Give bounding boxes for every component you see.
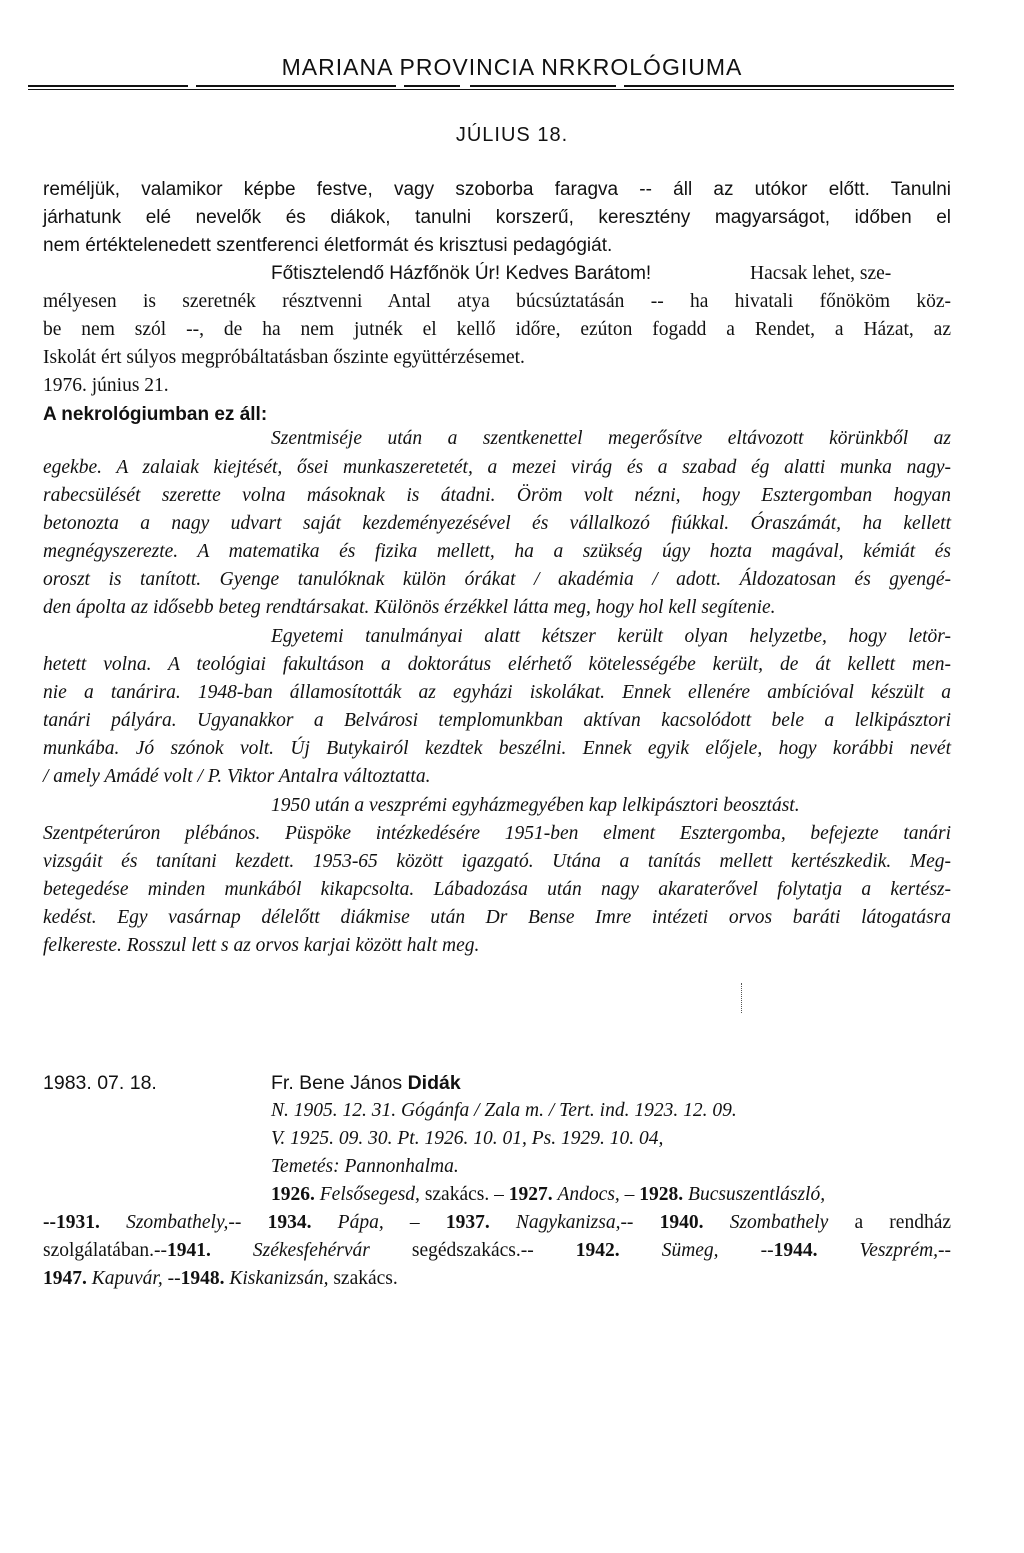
entry-vows: V. 1925. 09. 30. Pt. 1926. 10. 01, Ps. 1929. 10. 04, xyxy=(271,1128,664,1149)
entry-career-line xyxy=(271,1184,825,1206)
nekrolog-line: tanári pályára. Ugyanakkor a Belvárosi templomunkban aktívan kacsolódott bele a lelkipásztori xyxy=(43,710,951,731)
nekrolog-line: kedést. Egy vasárnap délelőtt diákmise után Dr Bense Imre intézeti orvos baráti látogatásra xyxy=(43,907,951,928)
entry-career-line xyxy=(43,1268,398,1290)
career-place: Andocs, – xyxy=(557,1184,635,1205)
career-year: 1948. xyxy=(180,1268,225,1289)
nekrolog-line: megnégyszerezte. A matematika és fizika mellett, ha a szükség úgy hozta magával, kémiát és xyxy=(43,541,951,562)
career-year: 1928. xyxy=(639,1184,684,1205)
nekrolog-heading: A nekrológiumban ez áll: xyxy=(43,404,268,425)
nekrolog-line: rabecsülését szerette volna másoknak is átadni. Öröm volt nézni, hogy Esztergomban hogyan xyxy=(43,485,951,506)
entry-name-text: Fr. Bene János xyxy=(271,1072,403,1094)
career-role: szakács. xyxy=(333,1268,398,1289)
nekrolog-line: oroszt is tanított. Gyenge tanulóknak külön órákat / akadémia / adott. Áldozatosan és gyengé- xyxy=(43,569,951,590)
header-rule xyxy=(28,85,188,87)
nekrolog-line: egekbe. A zalaiak kiejtését, ősei munkaszeretetét, a mezei virág és a szabad ég alatti munka nagy- xyxy=(43,457,951,478)
career-year: 1942. xyxy=(575,1240,620,1261)
career-role: a rendház xyxy=(854,1212,952,1233)
nekrolog-line: 1950 után a veszprémi egyházmegyében kap lelkipásztori beosztást. xyxy=(271,795,800,816)
career-year: 1947. xyxy=(43,1268,87,1289)
career-place: Felsősegesd, xyxy=(319,1184,420,1205)
career-place: Szombathely,-- xyxy=(126,1212,242,1233)
header-rule xyxy=(470,85,616,87)
career-place: Veszprém,-- xyxy=(859,1240,952,1261)
career-place: Bucsuszentlászló, xyxy=(688,1184,826,1205)
letter-line: Hacsak lehet, sze- xyxy=(750,263,892,284)
page-header-title: MARIANA PROVINCIA NRKROLÓGIUMA xyxy=(281,54,743,80)
letter-line: reméljük, valamikor képbe festve, vagy szoborba faragva -- áll az utókor előtt. Tanulni xyxy=(43,179,951,200)
entry-career-line xyxy=(43,1240,951,1262)
header-rule xyxy=(404,85,460,87)
nekrolog-line: munkába. Jó szónok volt. Új Butykairól kezdtek beszélni. Ennek egyik előjele, hogy korábbi nevét xyxy=(43,738,951,759)
entry-name-religious: Didák xyxy=(407,1072,461,1094)
entry-name xyxy=(271,1072,461,1095)
career-place: Kapuvár, -- xyxy=(91,1268,181,1289)
nekrolog-line: Szentmiséje után a szentkenettel megerősítve eltávozott körünkből az xyxy=(271,428,951,449)
nekrolog-line: hetett volna. A teológiai fakultáson a doktorátus elérhető kötelességébe került, de át kellett men- xyxy=(43,654,951,675)
career-place: Székesfehérvár xyxy=(252,1240,370,1261)
nekrolog-line: / amely Amádé volt / P. Viktor Antalra változtatta. xyxy=(43,766,431,787)
career-role: szakács. – xyxy=(424,1184,504,1205)
nekrolog-line: vizsgáit és tanítani kezdett. 1953-65 között igazgató. Utána a tanítás mellett kertészkedik. Meg- xyxy=(43,851,951,872)
career-place: Szombathely xyxy=(729,1212,829,1233)
nekrolog-line: den ápolta az idősebb beteg rendtársakat. Különös érzékkel látta meg, hogy hol kell segítenie. xyxy=(43,597,776,618)
nekrolog-line: betegedése minden munkából kikapcsolta. Lábadozása után nagy akaraterővel folytatja a kertész- xyxy=(43,879,951,900)
career-place: Sümeg, -- xyxy=(661,1240,774,1261)
nekrolog-line: Szentpéterúron plébános. Püspöke intézkedésére 1951-ben elment Esztergomba, befejezte tanári xyxy=(43,823,951,844)
letter-date: 1976. június 21. xyxy=(43,375,169,396)
header-rule xyxy=(624,85,954,87)
page-date: JÚLIUS 18. xyxy=(455,124,569,146)
career-year: 1940. xyxy=(659,1212,704,1233)
entry-career-line xyxy=(43,1212,951,1234)
nekrolog-line: betonozta a nagy udvart saját kezdeményezésével és vállalkozó fiúkkal. Óraszámát, ha kellett xyxy=(43,513,951,534)
letter-greeting: Főtisztelendő Házfőnök Úr! Kedves Barátom! xyxy=(271,263,652,284)
entry-burial: Temetés: Pannonhalma. xyxy=(271,1156,459,1177)
career-year: 1927. xyxy=(508,1184,553,1205)
letter-line: Iskolát ért súlyos megpróbáltatásban őszinte együttérzésemet. xyxy=(43,347,525,368)
letter-line: járhatunk elé nevelők és diákok, tanulni korszerű, keresztény magyarságot, időben el xyxy=(43,207,951,228)
career-year: 1941. xyxy=(166,1240,211,1261)
career-year: --1931. xyxy=(43,1212,100,1233)
entry-birth: N. 1905. 12. 31. Gógánfa / Zala m. / Tert. ind. 1923. 12. 09. xyxy=(271,1100,737,1121)
career-place: Kiskanizsán, xyxy=(229,1268,329,1289)
letter-line: nem értéktelenedett szentferenci életformát és krisztusi pedagógiát. xyxy=(43,235,613,256)
entry-date: 1983. 07. 18. xyxy=(43,1072,157,1094)
nekrolog-line: felkereste. Rosszul lett s az orvos karjai között halt meg. xyxy=(43,935,480,956)
career-place: Nagykanizsa,-- xyxy=(515,1212,634,1233)
scan-artifact xyxy=(741,983,742,1013)
header-rule-thin xyxy=(28,89,954,90)
career-role: segédszakács.-- xyxy=(411,1240,534,1261)
nekrolog-line: nie a tanárira. 1948-ban államosították az egyházi iskolákat. Ennek ellenére ambícióval készült a xyxy=(43,682,951,703)
career-year: 1937. xyxy=(445,1212,490,1233)
career-year: 1934. xyxy=(267,1212,312,1233)
career-place: Pápa, – xyxy=(337,1212,420,1233)
letter-line: be nem szól --, de ha nem jutnék el kellő időre, ezúton fogadd a Rendet, a Házat, az xyxy=(43,319,951,340)
header-rule xyxy=(196,85,396,87)
nekrolog-line: Egyetemi tanulmányai alatt kétszer került olyan helyzetbe, hogy letör- xyxy=(271,626,951,647)
letter-line: mélyesen is szeretnék résztvenni Antal atya búcsúztatásán -- ha hivatali főnököm köz- xyxy=(43,291,951,312)
career-role: szolgálatában.-- xyxy=(43,1240,167,1261)
career-year: 1926. xyxy=(271,1184,315,1205)
career-year: 1944. xyxy=(773,1240,818,1261)
